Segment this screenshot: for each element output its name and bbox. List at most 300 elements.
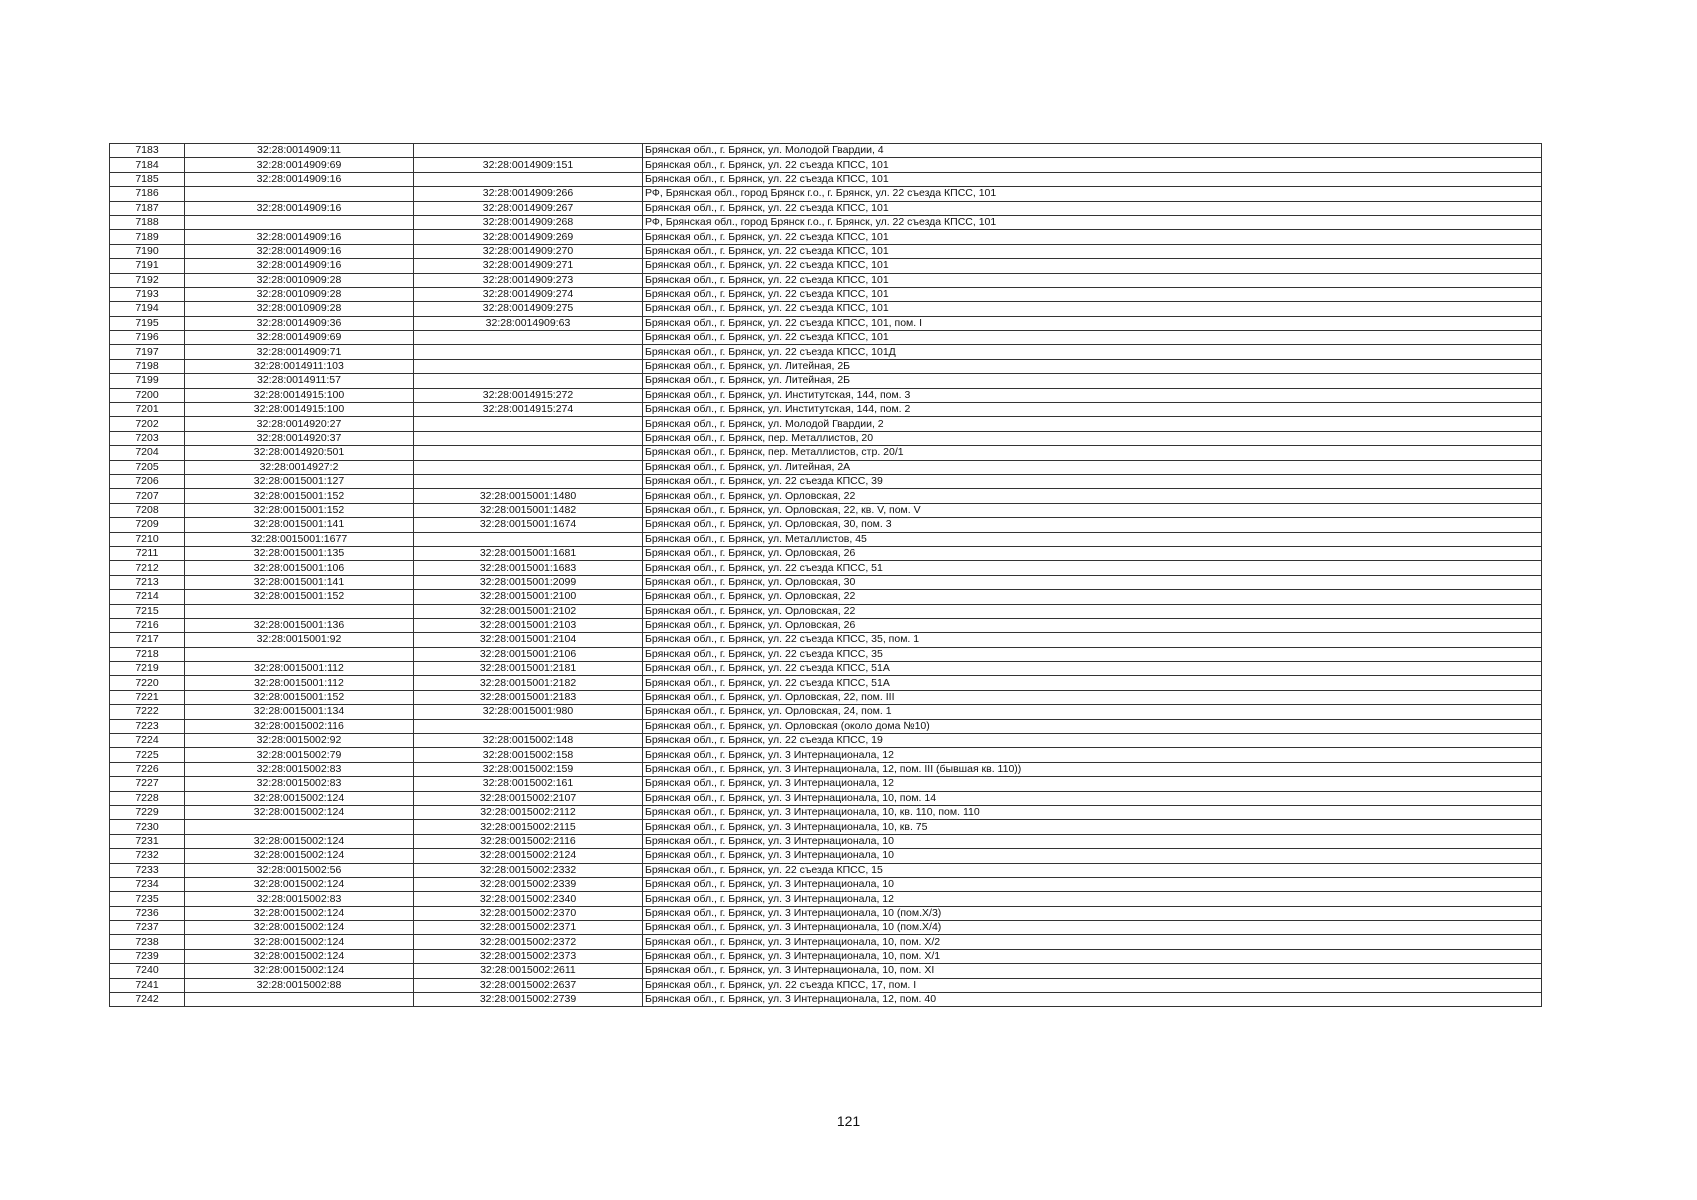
table-row xyxy=(110,877,1542,891)
parent-cadastral-number-cell: 32:28:0014909:16 xyxy=(185,201,414,215)
row-number-cell: 7210 xyxy=(110,532,185,546)
row-number-cell: 7222 xyxy=(110,705,185,719)
parent-cadastral-number-cell: 32:28:0014909:16 xyxy=(185,244,414,258)
table-row xyxy=(110,316,1542,330)
table-row xyxy=(110,374,1542,388)
parent-cadastral-number-cell: 32:28:0015001:134 xyxy=(185,705,414,719)
address-cell: Брянская обл., г. Брянск, ул. Орловская, 26 xyxy=(643,618,1542,632)
object-cadastral-number-cell: 32:28:0014915:272 xyxy=(414,388,643,402)
address-cell: Брянская обл., г. Брянск, ул. 3 Интернационала, 10 xyxy=(643,834,1542,848)
object-cadastral-number-cell xyxy=(414,144,643,158)
object-cadastral-number-cell xyxy=(414,345,643,359)
table-row xyxy=(110,532,1542,546)
row-number-cell: 7192 xyxy=(110,273,185,287)
address-cell: Брянская обл., г. Брянск, ул. Молодой Гвардии, 4 xyxy=(643,144,1542,158)
address-cell: Брянская обл., г. Брянск, ул. 3 Интернационала, 10, пом. XI xyxy=(643,964,1542,978)
row-number-cell: 7238 xyxy=(110,935,185,949)
row-number-cell: 7198 xyxy=(110,359,185,373)
row-number-cell: 7199 xyxy=(110,374,185,388)
table-row xyxy=(110,993,1542,1007)
row-number-cell: 7200 xyxy=(110,388,185,402)
table-row xyxy=(110,849,1542,863)
object-cadastral-number-cell: 32:28:0015002:2112 xyxy=(414,805,643,819)
parent-cadastral-number-cell: 32:28:0015001:152 xyxy=(185,489,414,503)
table-row xyxy=(110,302,1542,316)
row-number-cell: 7235 xyxy=(110,892,185,906)
address-cell: Брянская обл., г. Брянск, ул. 22 съезда КПСС, 101, пом. I xyxy=(643,316,1542,330)
address-cell: Брянская обл., г. Брянск, ул. Институтская, 144, пом. 3 xyxy=(643,388,1542,402)
row-number-cell: 7190 xyxy=(110,244,185,258)
parent-cadastral-number-cell: 32:28:0014909:16 xyxy=(185,259,414,273)
registry-table xyxy=(109,143,1542,1007)
table-row xyxy=(110,417,1542,431)
parent-cadastral-number-cell xyxy=(185,820,414,834)
object-cadastral-number-cell: 32:28:0015001:2106 xyxy=(414,647,643,661)
address-cell: Брянская обл., г. Брянск, ул. 22 съезда КПСС, 15 xyxy=(643,863,1542,877)
object-cadastral-number-cell: 32:28:0015001:2183 xyxy=(414,690,643,704)
parent-cadastral-number-cell: 32:28:0015002:124 xyxy=(185,935,414,949)
table-row xyxy=(110,820,1542,834)
parent-cadastral-number-cell: 32:28:0014909:16 xyxy=(185,230,414,244)
parent-cadastral-number-cell: 32:28:0014909:36 xyxy=(185,316,414,330)
row-number-cell: 7194 xyxy=(110,302,185,316)
address-cell: Брянская обл., г. Брянск, ул. 3 Интернационала, 10, кв. 110, пом. 110 xyxy=(643,805,1542,819)
table-row xyxy=(110,474,1542,488)
address-cell: Брянская обл., г. Брянск, ул. Металлистов, 45 xyxy=(643,532,1542,546)
object-cadastral-number-cell xyxy=(414,474,643,488)
address-cell: Брянская обл., г. Брянск, ул. Литейная, 2Б xyxy=(643,374,1542,388)
table-row xyxy=(110,489,1542,503)
row-number-cell: 7233 xyxy=(110,863,185,877)
parent-cadastral-number-cell: 32:28:0015002:88 xyxy=(185,978,414,992)
parent-cadastral-number-cell: 32:28:0014927:2 xyxy=(185,460,414,474)
object-cadastral-number-cell: 32:28:0014909:274 xyxy=(414,287,643,301)
row-number-cell: 7217 xyxy=(110,633,185,647)
table-row xyxy=(110,777,1542,791)
object-cadastral-number-cell: 32:28:0015001:1674 xyxy=(414,518,643,532)
address-cell: Брянская обл., г. Брянск, ул. 3 Интернационала, 10 xyxy=(643,877,1542,891)
address-cell: Брянская обл., г. Брянск, ул. 22 съезда КПСС, 101 xyxy=(643,331,1542,345)
object-cadastral-number-cell xyxy=(414,374,643,388)
table-row xyxy=(110,676,1542,690)
row-number-cell: 7218 xyxy=(110,647,185,661)
object-cadastral-number-cell: 32:28:0015002:2611 xyxy=(414,964,643,978)
address-cell: Брянская обл., г. Брянск, ул. 22 съезда КПСС, 101 xyxy=(643,302,1542,316)
address-cell: РФ, Брянская обл., город Брянск г.о., г. Брянск, ул. 22 съезда КПСС, 101 xyxy=(643,215,1542,229)
table-row xyxy=(110,834,1542,848)
address-cell: Брянская обл., г. Брянск, ул. Орловская, 26 xyxy=(643,546,1542,560)
object-cadastral-number-cell: 32:28:0014909:266 xyxy=(414,187,643,201)
row-number-cell: 7227 xyxy=(110,777,185,791)
object-cadastral-number-cell: 32:28:0015001:2182 xyxy=(414,676,643,690)
parent-cadastral-number-cell: 32:28:0014909:69 xyxy=(185,331,414,345)
row-number-cell: 7230 xyxy=(110,820,185,834)
parent-cadastral-number-cell xyxy=(185,604,414,618)
row-number-cell: 7225 xyxy=(110,748,185,762)
parent-cadastral-number-cell: 32:28:0015001:1677 xyxy=(185,532,414,546)
table-row xyxy=(110,446,1542,460)
address-cell: Брянская обл., г. Брянск, ул. 22 съезда КПСС, 101 xyxy=(643,158,1542,172)
object-cadastral-number-cell: 32:28:0015002:2340 xyxy=(414,892,643,906)
row-number-cell: 7193 xyxy=(110,287,185,301)
parent-cadastral-number-cell xyxy=(185,215,414,229)
address-cell: Брянская обл., г. Брянск, ул. 22 съезда КПСС, 17, пом. I xyxy=(643,978,1542,992)
address-cell: Брянская обл., г. Брянск, ул. Орловская, 22 xyxy=(643,489,1542,503)
parent-cadastral-number-cell: 32:28:0015002:124 xyxy=(185,849,414,863)
parent-cadastral-number-cell: 32:28:0014915:100 xyxy=(185,403,414,417)
row-number-cell: 7226 xyxy=(110,762,185,776)
parent-cadastral-number-cell: 32:28:0015001:112 xyxy=(185,662,414,676)
row-number-cell: 7241 xyxy=(110,978,185,992)
table-row xyxy=(110,921,1542,935)
parent-cadastral-number-cell: 32:28:0014920:37 xyxy=(185,431,414,445)
table-row xyxy=(110,978,1542,992)
row-number-cell: 7228 xyxy=(110,791,185,805)
parent-cadastral-number-cell: 32:28:0015002:124 xyxy=(185,791,414,805)
row-number-cell: 7213 xyxy=(110,575,185,589)
address-cell: Брянская обл., г. Брянск, ул. 22 съезда КПСС, 35 xyxy=(643,647,1542,661)
object-cadastral-number-cell: 32:28:0015002:2372 xyxy=(414,935,643,949)
parent-cadastral-number-cell: 32:28:0014909:11 xyxy=(185,144,414,158)
parent-cadastral-number-cell: 32:28:0010909:28 xyxy=(185,302,414,316)
table-row xyxy=(110,633,1542,647)
table-row xyxy=(110,158,1542,172)
object-cadastral-number-cell: 32:28:0014915:274 xyxy=(414,403,643,417)
table-row xyxy=(110,172,1542,186)
table-row xyxy=(110,273,1542,287)
parent-cadastral-number-cell xyxy=(185,187,414,201)
row-number-cell: 7202 xyxy=(110,417,185,431)
table-row xyxy=(110,546,1542,560)
object-cadastral-number-cell: 32:28:0014909:151 xyxy=(414,158,643,172)
table-row xyxy=(110,964,1542,978)
table-row xyxy=(110,719,1542,733)
table-row xyxy=(110,215,1542,229)
object-cadastral-number-cell: 32:28:0014909:267 xyxy=(414,201,643,215)
table-row xyxy=(110,201,1542,215)
table-row xyxy=(110,187,1542,201)
address-cell: Брянская обл., г. Брянск, ул. 3 Интернационала, 12 xyxy=(643,777,1542,791)
row-number-cell: 7216 xyxy=(110,618,185,632)
address-cell: Брянская обл., г. Брянск, ул. Орловская, 30 xyxy=(643,575,1542,589)
object-cadastral-number-cell: 32:28:0015001:1681 xyxy=(414,546,643,560)
row-number-cell: 7221 xyxy=(110,690,185,704)
table-row xyxy=(110,892,1542,906)
row-number-cell: 7206 xyxy=(110,474,185,488)
object-cadastral-number-cell: 32:28:0015002:2371 xyxy=(414,921,643,935)
object-cadastral-number-cell xyxy=(414,359,643,373)
address-cell: Брянская обл., г. Брянск, ул. 3 Интернационала, 12 xyxy=(643,892,1542,906)
address-cell: Брянская обл., г. Брянск, ул. Литейная, 2А xyxy=(643,460,1542,474)
row-number-cell: 7232 xyxy=(110,849,185,863)
object-cadastral-number-cell: 32:28:0015002:148 xyxy=(414,734,643,748)
address-cell: Брянская обл., г. Брянск, ул. 3 Интернационала, 10, пом. 14 xyxy=(643,791,1542,805)
table-row xyxy=(110,575,1542,589)
table-row xyxy=(110,431,1542,445)
parent-cadastral-number-cell: 32:28:0015002:56 xyxy=(185,863,414,877)
object-cadastral-number-cell: 32:28:0014909:63 xyxy=(414,316,643,330)
table-row xyxy=(110,561,1542,575)
address-cell: Брянская обл., г. Брянск, ул. 22 съезда КПСС, 39 xyxy=(643,474,1542,488)
row-number-cell: 7186 xyxy=(110,187,185,201)
parent-cadastral-number-cell: 32:28:0014915:100 xyxy=(185,388,414,402)
object-cadastral-number-cell: 32:28:0014909:273 xyxy=(414,273,643,287)
object-cadastral-number-cell: 32:28:0014909:275 xyxy=(414,302,643,316)
object-cadastral-number-cell: 32:28:0015001:2099 xyxy=(414,575,643,589)
object-cadastral-number-cell: 32:28:0015001:1683 xyxy=(414,561,643,575)
row-number-cell: 7229 xyxy=(110,805,185,819)
parent-cadastral-number-cell: 32:28:0014909:16 xyxy=(185,172,414,186)
parent-cadastral-number-cell: 32:28:0015001:141 xyxy=(185,575,414,589)
parent-cadastral-number-cell: 32:28:0015002:124 xyxy=(185,964,414,978)
address-cell: Брянская обл., г. Брянск, ул. Литейная, 2Б xyxy=(643,359,1542,373)
address-cell: Брянская обл., г. Брянск, ул. Орловская, 24, пом. 1 xyxy=(643,705,1542,719)
table-row xyxy=(110,935,1542,949)
page-number: 121 xyxy=(836,1113,861,1129)
table-row xyxy=(110,287,1542,301)
address-cell: Брянская обл., г. Брянск, ул. 3 Интернационала, 10, кв. 75 xyxy=(643,820,1542,834)
parent-cadastral-number-cell: 32:28:0015001:92 xyxy=(185,633,414,647)
parent-cadastral-number-cell: 32:28:0015001:152 xyxy=(185,690,414,704)
row-number-cell: 7201 xyxy=(110,403,185,417)
address-cell: Брянская обл., г. Брянск, ул. 22 съезда КПСС, 101 xyxy=(643,201,1542,215)
row-number-cell: 7209 xyxy=(110,518,185,532)
table-row xyxy=(110,662,1542,676)
object-cadastral-number-cell: 32:28:0015002:159 xyxy=(414,762,643,776)
parent-cadastral-number-cell: 32:28:0014911:57 xyxy=(185,374,414,388)
parent-cadastral-number-cell: 32:28:0015002:83 xyxy=(185,892,414,906)
address-cell: Брянская обл., г. Брянск, ул. 22 съезда КПСС, 101 xyxy=(643,273,1542,287)
address-cell: Брянская обл., г. Брянск, ул. Молодой Гвардии, 2 xyxy=(643,417,1542,431)
object-cadastral-number-cell: 32:28:0015001:2102 xyxy=(414,604,643,618)
row-number-cell: 7197 xyxy=(110,345,185,359)
table-row xyxy=(110,791,1542,805)
row-number-cell: 7219 xyxy=(110,662,185,676)
address-cell: Брянская обл., г. Брянск, пер. Металлистов, стр. 20/1 xyxy=(643,446,1542,460)
address-cell: Брянская обл., г. Брянск, ул. 22 съезда КПСС, 51 xyxy=(643,561,1542,575)
table-row xyxy=(110,331,1542,345)
table-row xyxy=(110,805,1542,819)
object-cadastral-number-cell xyxy=(414,460,643,474)
table-row xyxy=(110,460,1542,474)
row-number-cell: 7236 xyxy=(110,906,185,920)
address-cell: Брянская обл., г. Брянск, ул. 22 съезда КПСС, 51А xyxy=(643,662,1542,676)
parent-cadastral-number-cell: 32:28:0014909:69 xyxy=(185,158,414,172)
table-row xyxy=(110,748,1542,762)
table-row xyxy=(110,259,1542,273)
parent-cadastral-number-cell: 32:28:0015002:124 xyxy=(185,921,414,935)
parent-cadastral-number-cell: 32:28:0015001:152 xyxy=(185,503,414,517)
row-number-cell: 7196 xyxy=(110,331,185,345)
address-cell: Брянская обл., г. Брянск, ул. Орловская, 22 xyxy=(643,590,1542,604)
object-cadastral-number-cell xyxy=(414,431,643,445)
row-number-cell: 7224 xyxy=(110,734,185,748)
row-number-cell: 7203 xyxy=(110,431,185,445)
parent-cadastral-number-cell: 32:28:0010909:28 xyxy=(185,273,414,287)
address-cell: Брянская обл., г. Брянск, ул. 22 съезда КПСС, 101 xyxy=(643,259,1542,273)
object-cadastral-number-cell: 32:28:0015002:158 xyxy=(414,748,643,762)
parent-cadastral-number-cell: 32:28:0015002:124 xyxy=(185,877,414,891)
object-cadastral-number-cell: 32:28:0015002:2370 xyxy=(414,906,643,920)
row-number-cell: 7237 xyxy=(110,921,185,935)
row-number-cell: 7208 xyxy=(110,503,185,517)
table-row xyxy=(110,230,1542,244)
row-number-cell: 7184 xyxy=(110,158,185,172)
parent-cadastral-number-cell: 32:28:0015002:124 xyxy=(185,906,414,920)
address-cell: РФ, Брянская обл., город Брянск г.о., г. Брянск, ул. 22 съезда КПСС, 101 xyxy=(643,187,1542,201)
address-cell: Брянская обл., г. Брянск, ул. 22 съезда КПСС, 101 xyxy=(643,230,1542,244)
parent-cadastral-number-cell: 32:28:0015002:79 xyxy=(185,748,414,762)
parent-cadastral-number-cell: 32:28:0015001:141 xyxy=(185,518,414,532)
row-number-cell: 7189 xyxy=(110,230,185,244)
address-cell: Брянская обл., г. Брянск, ул. 22 съезда КПСС, 101Д xyxy=(643,345,1542,359)
table-row xyxy=(110,388,1542,402)
object-cadastral-number-cell: 32:28:0015002:2373 xyxy=(414,949,643,963)
object-cadastral-number-cell: 32:28:0014909:270 xyxy=(414,244,643,258)
object-cadastral-number-cell xyxy=(414,719,643,733)
object-cadastral-number-cell: 32:28:0015002:2116 xyxy=(414,834,643,848)
address-cell: Брянская обл., г. Брянск, ул. 3 Интернационала, 10 xyxy=(643,849,1542,863)
object-cadastral-number-cell: 32:28:0015001:2100 xyxy=(414,590,643,604)
parent-cadastral-number-cell: 32:28:0014909:71 xyxy=(185,345,414,359)
address-cell: Брянская обл., г. Брянск, ул. 3 Интернационала, 10 (пом.Х/4) xyxy=(643,921,1542,935)
parent-cadastral-number-cell: 32:28:0014920:27 xyxy=(185,417,414,431)
table-row xyxy=(110,590,1542,604)
address-cell: Брянская обл., г. Брянск, ул. 22 съезда КПСС, 101 xyxy=(643,172,1542,186)
object-cadastral-number-cell: 32:28:0015001:980 xyxy=(414,705,643,719)
row-number-cell: 7234 xyxy=(110,877,185,891)
row-number-cell: 7242 xyxy=(110,993,185,1007)
object-cadastral-number-cell xyxy=(414,331,643,345)
address-cell: Брянская обл., г. Брянск, ул. 3 Интернационала, 12, пом. 40 xyxy=(643,993,1542,1007)
row-number-cell: 7183 xyxy=(110,144,185,158)
object-cadastral-number-cell: 32:28:0015001:2104 xyxy=(414,633,643,647)
table-row xyxy=(110,503,1542,517)
row-number-cell: 7231 xyxy=(110,834,185,848)
object-cadastral-number-cell: 32:28:0015002:2107 xyxy=(414,791,643,805)
table-row xyxy=(110,345,1542,359)
address-cell: Брянская обл., г. Брянск, ул. 3 Интернационала, 10, пом. Х/1 xyxy=(643,949,1542,963)
row-number-cell: 7205 xyxy=(110,460,185,474)
address-cell: Брянская обл., г. Брянск, ул. 22 съезда КПСС, 101 xyxy=(643,244,1542,258)
parent-cadastral-number-cell: 32:28:0015001:152 xyxy=(185,590,414,604)
object-cadastral-number-cell: 32:28:0015002:161 xyxy=(414,777,643,791)
parent-cadastral-number-cell: 32:28:0015001:127 xyxy=(185,474,414,488)
address-cell: Брянская обл., г. Брянск, ул. Орловская (около дома №10) xyxy=(643,719,1542,733)
row-number-cell: 7191 xyxy=(110,259,185,273)
table-row xyxy=(110,144,1542,158)
address-cell: Брянская обл., г. Брянск, ул. Орловская, 22, кв. V, пом. V xyxy=(643,503,1542,517)
object-cadastral-number-cell: 32:28:0015001:1482 xyxy=(414,503,643,517)
row-number-cell: 7188 xyxy=(110,215,185,229)
object-cadastral-number-cell: 32:28:0015002:2124 xyxy=(414,849,643,863)
address-cell: Брянская обл., г. Брянск, ул. 22 съезда КПСС, 35, пом. 1 xyxy=(643,633,1542,647)
table-row xyxy=(110,690,1542,704)
row-number-cell: 7204 xyxy=(110,446,185,460)
address-cell: Брянская обл., г. Брянск, ул. 3 Интернационала, 10 (пом.Х/3) xyxy=(643,906,1542,920)
object-cadastral-number-cell: 32:28:0015001:2103 xyxy=(414,618,643,632)
object-cadastral-number-cell xyxy=(414,172,643,186)
parent-cadastral-number-cell: 32:28:0014920:501 xyxy=(185,446,414,460)
parent-cadastral-number-cell: 32:28:0015002:124 xyxy=(185,805,414,819)
parent-cadastral-number-cell: 32:28:0015002:92 xyxy=(185,734,414,748)
parent-cadastral-number-cell: 32:28:0015002:124 xyxy=(185,949,414,963)
table-row xyxy=(110,705,1542,719)
parent-cadastral-number-cell xyxy=(185,993,414,1007)
object-cadastral-number-cell: 32:28:0015001:1480 xyxy=(414,489,643,503)
table-row xyxy=(110,244,1542,258)
object-cadastral-number-cell xyxy=(414,417,643,431)
table-row xyxy=(110,762,1542,776)
address-cell: Брянская обл., г. Брянск, ул. Институтская, 144, пом. 2 xyxy=(643,403,1542,417)
table-row xyxy=(110,359,1542,373)
parent-cadastral-number-cell xyxy=(185,647,414,661)
row-number-cell: 7220 xyxy=(110,676,185,690)
row-number-cell: 7214 xyxy=(110,590,185,604)
parent-cadastral-number-cell: 32:28:0015002:83 xyxy=(185,762,414,776)
row-number-cell: 7212 xyxy=(110,561,185,575)
address-cell: Брянская обл., г. Брянск, ул. 22 съезда КПСС, 101 xyxy=(643,287,1542,301)
object-cadastral-number-cell: 32:28:0015002:2332 xyxy=(414,863,643,877)
parent-cadastral-number-cell: 32:28:0015001:112 xyxy=(185,676,414,690)
object-cadastral-number-cell: 32:28:0015002:2739 xyxy=(414,993,643,1007)
table-row xyxy=(110,734,1542,748)
address-cell: Брянская обл., г. Брянск, ул. 3 Интернационала, 12, пом. III (бывшая кв. 110)) xyxy=(643,762,1542,776)
table-row xyxy=(110,518,1542,532)
row-number-cell: 7223 xyxy=(110,719,185,733)
parent-cadastral-number-cell: 32:28:0014911:103 xyxy=(185,359,414,373)
row-number-cell: 7215 xyxy=(110,604,185,618)
object-cadastral-number-cell: 32:28:0015001:2181 xyxy=(414,662,643,676)
table-row xyxy=(110,863,1542,877)
row-number-cell: 7240 xyxy=(110,964,185,978)
address-cell: Брянская обл., г. Брянск, ул. 3 Интернационала, 12 xyxy=(643,748,1542,762)
row-number-cell: 7207 xyxy=(110,489,185,503)
row-number-cell: 7239 xyxy=(110,949,185,963)
address-cell: Брянская обл., г. Брянск, ул. Орловская, 30, пом. 3 xyxy=(643,518,1542,532)
object-cadastral-number-cell: 32:28:0014909:269 xyxy=(414,230,643,244)
object-cadastral-number-cell xyxy=(414,532,643,546)
parent-cadastral-number-cell: 32:28:0015002:124 xyxy=(185,834,414,848)
table-row xyxy=(110,906,1542,920)
row-number-cell: 7185 xyxy=(110,172,185,186)
parent-cadastral-number-cell: 32:28:0015001:106 xyxy=(185,561,414,575)
parent-cadastral-number-cell: 32:28:0010909:28 xyxy=(185,287,414,301)
object-cadastral-number-cell: 32:28:0015002:2339 xyxy=(414,877,643,891)
address-cell: Брянская обл., г. Брянск, ул. 22 съезда КПСС, 19 xyxy=(643,734,1542,748)
object-cadastral-number-cell xyxy=(414,446,643,460)
table-row xyxy=(110,949,1542,963)
parent-cadastral-number-cell: 32:28:0015001:136 xyxy=(185,618,414,632)
parent-cadastral-number-cell: 32:28:0015002:83 xyxy=(185,777,414,791)
table-row xyxy=(110,647,1542,661)
table-row xyxy=(110,618,1542,632)
parent-cadastral-number-cell: 32:28:0015001:135 xyxy=(185,546,414,560)
address-cell: Брянская обл., г. Брянск, ул. 3 Интернационала, 10, пом. Х/2 xyxy=(643,935,1542,949)
address-cell: Брянская обл., г. Брянск, ул. 22 съезда КПСС, 51А xyxy=(643,676,1542,690)
object-cadastral-number-cell: 32:28:0014909:271 xyxy=(414,259,643,273)
row-number-cell: 7211 xyxy=(110,546,185,560)
object-cadastral-number-cell: 32:28:0015002:2637 xyxy=(414,978,643,992)
table-row xyxy=(110,403,1542,417)
object-cadastral-number-cell: 32:28:0015002:2115 xyxy=(414,820,643,834)
object-cadastral-number-cell: 32:28:0014909:268 xyxy=(414,215,643,229)
registry-table-body xyxy=(110,144,1542,1007)
table-row xyxy=(110,604,1542,618)
parent-cadastral-number-cell: 32:28:0015002:116 xyxy=(185,719,414,733)
address-cell: Брянская обл., г. Брянск, пер. Металлистов, 20 xyxy=(643,431,1542,445)
address-cell: Брянская обл., г. Брянск, ул. Орловская, 22 xyxy=(643,604,1542,618)
